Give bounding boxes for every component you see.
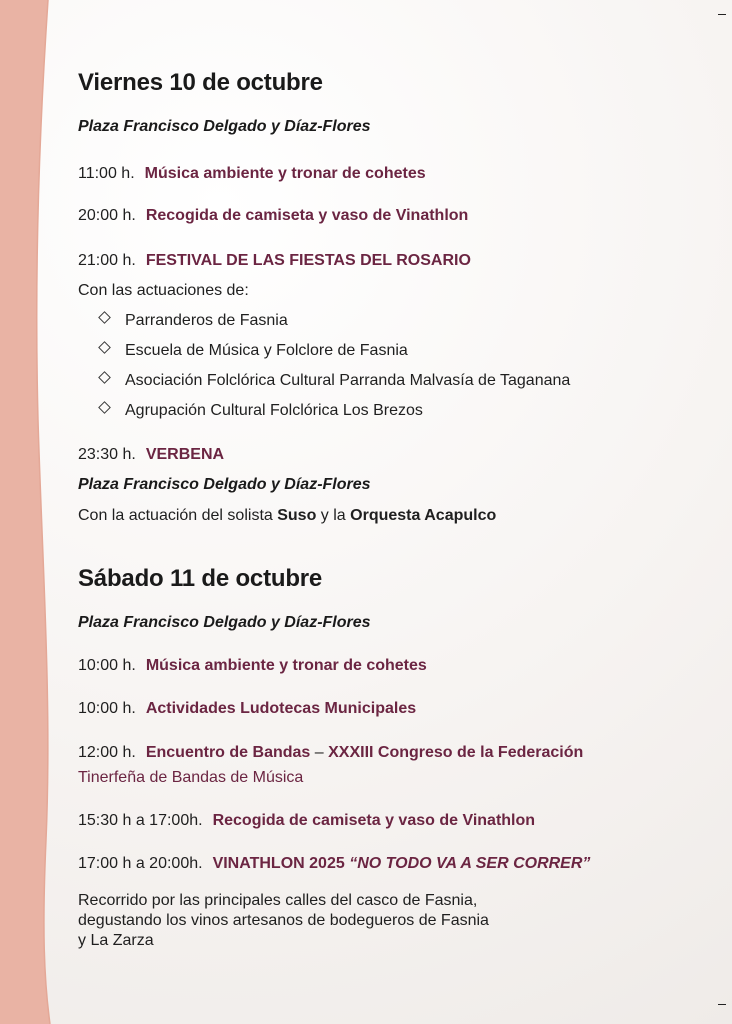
list-item: [96, 341, 408, 361]
list-item: [96, 311, 288, 331]
diamond-bullet-icon: [98, 401, 111, 414]
friday-venue: Plaza Francisco Delgado y Díaz-Flores: [78, 118, 371, 135]
event-slogan: “NO TODO VA A SER CORRER”: [349, 855, 591, 872]
event-row: [78, 699, 416, 719]
event-row: [78, 743, 583, 763]
performer-name: Agrupación Cultural Folclórica Los Brezos: [125, 402, 423, 419]
event-title: VINATHLON 2025: [212, 855, 345, 872]
event-time: 23:30 h.: [78, 446, 136, 463]
event-time: 10:00 h.: [78, 657, 136, 674]
saturday-venue: Plaza Francisco Delgado y Díaz-Flores: [78, 614, 371, 631]
diamond-bullet-icon: [98, 311, 111, 324]
diamond-bullet-icon: [98, 341, 111, 354]
event-title: Actividades Ludotecas Municipales: [145, 700, 417, 717]
list-item: [96, 401, 423, 421]
decorative-side-band: [0, 0, 60, 1024]
event-separator: –: [310, 744, 329, 761]
route-description-line: degustando los vinos artesanos de bodegueros de Fasnia: [78, 912, 489, 929]
friday-heading: Viernes 10 de octubre: [78, 69, 323, 96]
desc-text: Con la actuación del solista: [78, 507, 278, 524]
event-time: 15:30 h a 17:00h.: [78, 812, 203, 829]
desc-text: y la: [316, 507, 351, 524]
event-row: [78, 811, 535, 831]
diamond-bullet-icon: [98, 371, 111, 384]
event-row: [78, 445, 224, 465]
event-title: Encuentro de Bandas: [145, 744, 311, 761]
event-title: Música ambiente y tronar de cohetes: [145, 657, 427, 674]
crop-mark-top: [718, 14, 726, 15]
orchestra-name: Orquesta Acapulco: [350, 507, 497, 524]
event-row: [78, 656, 427, 676]
event-title: VERBENA: [145, 446, 225, 463]
event-row: [78, 854, 590, 874]
route-description-line: Recorrido por las principales calles del casco de Fasnia,: [78, 892, 478, 909]
event-title: Recogida de camiseta y vaso de Vinathlon: [212, 812, 536, 829]
event-time: 11:00 h.: [78, 165, 135, 182]
event-time: 17:00 h a 20:00h.: [78, 855, 203, 872]
performer-name: Asociación Folclórica Cultural Parranda Malvasía de Taganana: [125, 372, 571, 389]
verbena-venue: Plaza Francisco Delgado y Díaz-Flores: [78, 476, 371, 493]
event-time: 12:00 h.: [78, 744, 136, 761]
crop-mark-bottom: [718, 1004, 726, 1005]
event-time: 10:00 h.: [78, 700, 136, 717]
event-time: 21:00 h.: [78, 252, 136, 269]
event-title: FESTIVAL DE LAS FIESTAS DEL ROSARIO: [145, 252, 471, 269]
soloist-name: Suso: [277, 507, 317, 524]
route-description-line: y La Zarza: [78, 932, 154, 949]
event-subtitle-continued: Tinerfeña de Bandas de Música: [78, 769, 304, 786]
event-time: 20:00 h.: [78, 207, 136, 224]
verbena-description: [78, 506, 496, 526]
event-row: [78, 164, 426, 184]
performances-intro: Con las actuaciones de:: [78, 282, 249, 299]
saturday-heading: Sábado 11 de octubre: [78, 565, 323, 592]
performer-name: Escuela de Música y Folclore de Fasnia: [125, 342, 408, 359]
performer-name: Parranderos de Fasnia: [125, 312, 288, 329]
event-row: [78, 251, 471, 271]
event-title: Recogida de camiseta y vaso de Vinathlon: [145, 207, 469, 224]
event-row: [78, 206, 468, 226]
event-title: Música ambiente y tronar de cohetes: [144, 165, 426, 182]
list-item: [96, 371, 570, 391]
event-subtitle: XXXIII Congreso de la Federación: [328, 744, 584, 761]
